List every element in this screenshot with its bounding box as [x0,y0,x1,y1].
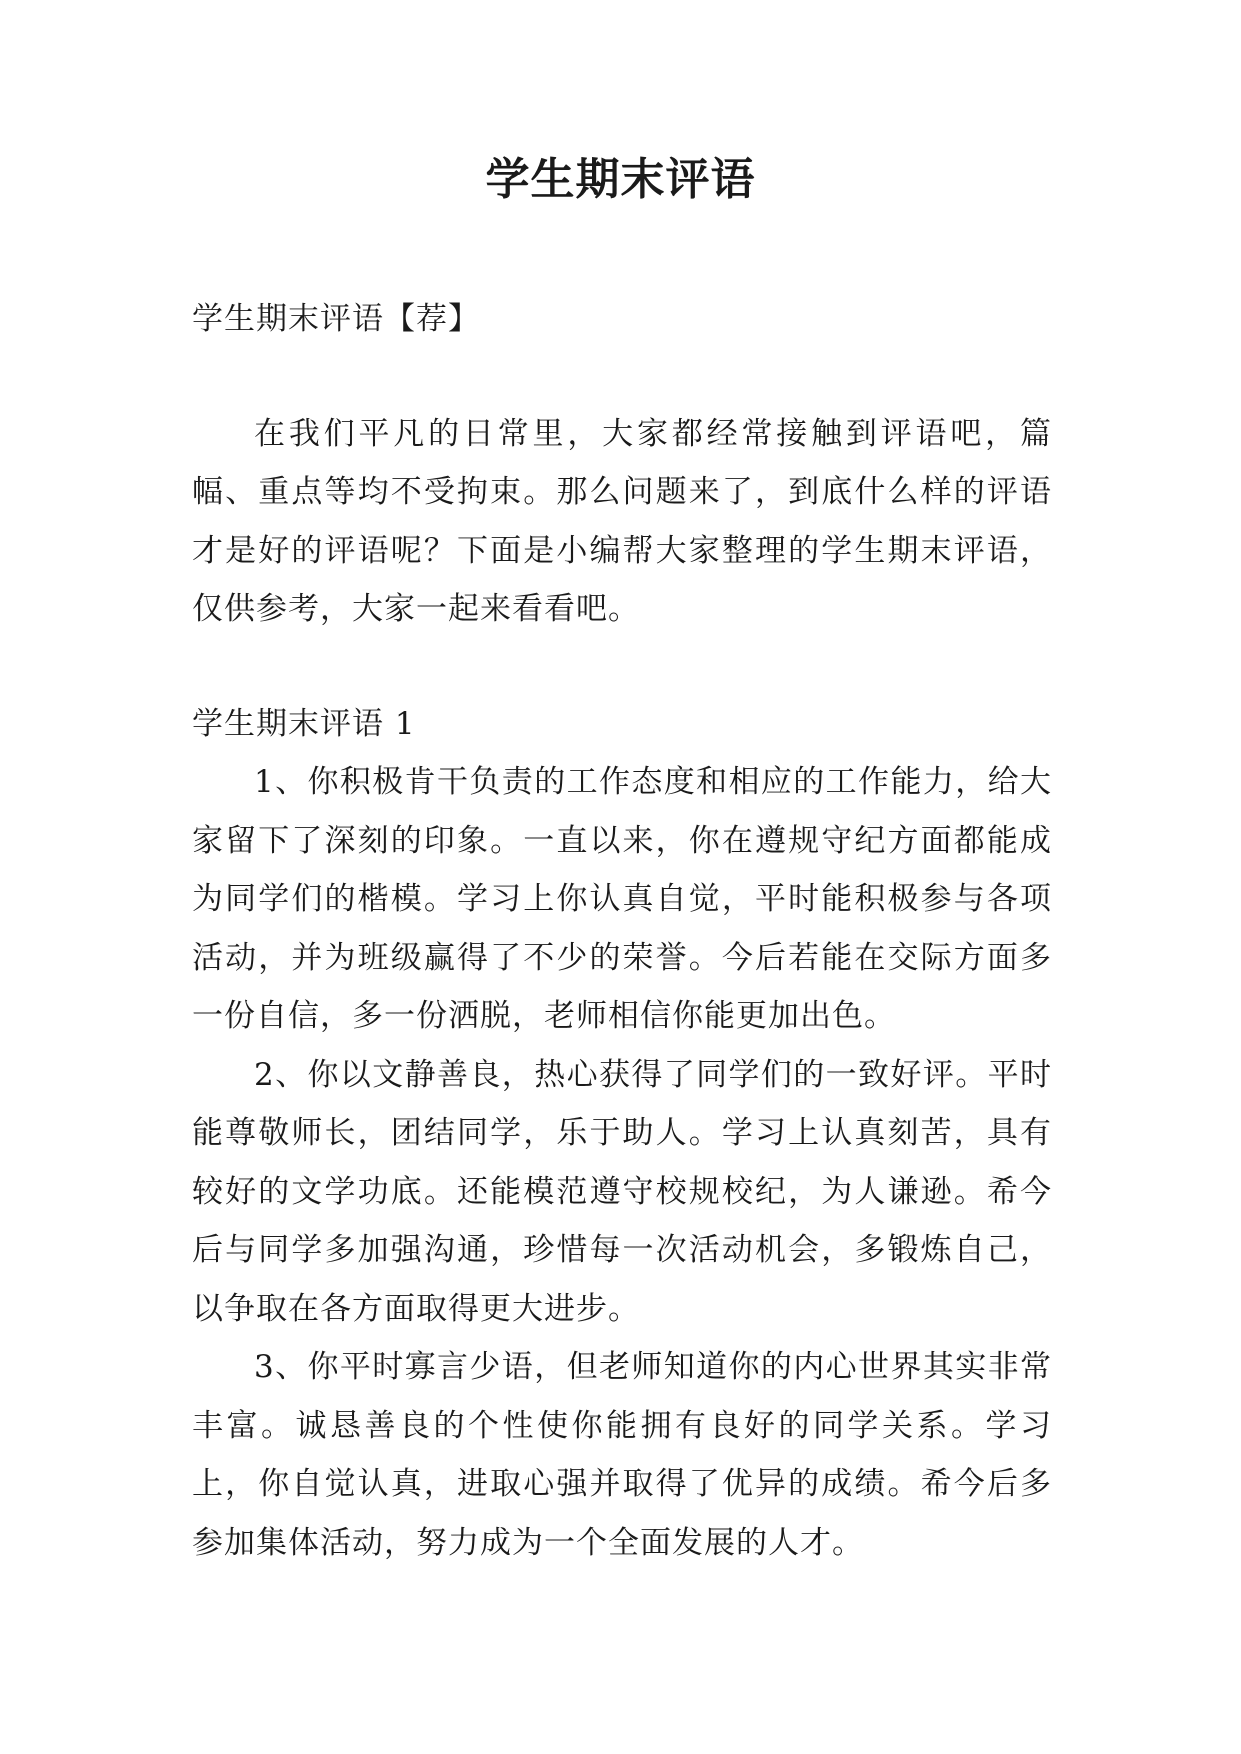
document-body [192,290,1052,1572]
comment-item: 3、你平时寡言少语，但老师知道你的内心世界其实非常丰富。诚恳善良的个性使你能拥有良好的同学关系。学习上，你自觉认真，进取心强并取得了优异的成绩。希今后多参加集体活动，努力成为一个全面发展的人才。 [192,1349,1052,1561]
section-heading: 学生期末评语 1 [192,705,416,742]
comment-item: 2、你以文静善良，热心获得了同学们的一致好评。平时能尊敬师长，团结同学，乐于助人。学习上认真刻苦，具有较好的文学功底。还能模范遵守校规校纪，为人谦逊。希今后与同学多加强沟通，珍惜每一次活动机会，多锻炼自己，以争取在各方面取得更大进步。 [192,1056,1052,1327]
section [192,695,1052,1573]
document-subtitle: 学生期末评语【荐】 [192,301,480,337]
intro-paragraph: 在我们平凡的日常里，大家都经常接触到评语吧，篇幅、重点等均不受拘束。那么问题来了，到底什么样的评语才是好的评语呢？下面是小编帮大家整理的学生期末评语，仅供参考，大家一起来看看吧。 [192,415,1052,627]
document-title: 学生期末评语 [485,154,756,205]
comment-item: 1、你积极肯干负责的工作态度和相应的工作能力，给大家留下了深刻的印象。一直以来，你在遵规守纪方面都能成为同学们的楷模。学习上你认真自觉，平时能积极参与各项活动，并为班级赢得了不少的荣誉。今后若能在交际方面多一份自信，多一份洒脱，老师相信你能更加出色。 [192,764,1052,1034]
